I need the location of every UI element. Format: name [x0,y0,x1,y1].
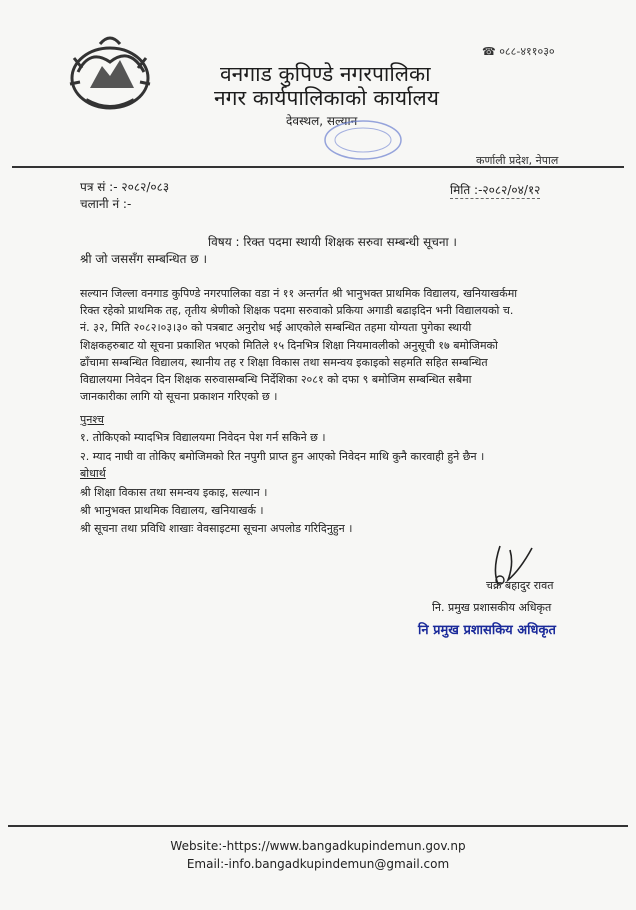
body-line: जानकारीका लागि यो सूचना प्रकाशन गरिएको छ । [80,390,278,404]
body-line: विद्यालयमा निवेदन दिन शिक्षक सरुवासम्बन्धि निर्देशिका २०८१ को दफा ९ बमोजिम सम्बन्धित सबैमा [80,373,472,387]
phone-number: ☎ ०८८-४११०३० [482,45,555,58]
designation-stamp: नि प्रमुख प्रशासकिय अधिकृत [418,623,556,638]
signatory-title: नि. प्रमुख प्रशासकीय अधिकृत [432,601,552,614]
nepal-emblem-logo [60,28,160,114]
body-line: शिक्षकहरुबाट यो सूचना प्रकाशित भएको मितिले १५ दिनभित्र शिक्षा नियमावलीको अनुसूची १७ बमोजिमको [80,338,498,352]
cc-item: श्री सूचना तथा प्रविधि शाखाः वेवसाइटमा सूचना अपलोड गरिदिनुहुन । [80,522,353,535]
province-label: कर्णाली प्रदेश, नेपाल [476,154,559,167]
notice-body [80,285,568,405]
cc-item: श्री शिक्षा विकास तथा समन्वय इकाइ, सल्यान । [80,486,268,499]
signatory-name: चक्र बहादुर रावत [486,579,554,592]
postscript-heading: पुनश्च [80,413,105,426]
postscript-item: २. म्याद नाघी वा तोकिए बमोजिमको रित नपुगी प्राप्त हुन आएको निवेदन माथि कुनै कारवाही हुने छैन । [80,450,485,463]
body-line: नं. ३२, मिति २०८२।०३।३० को पत्रबाट अनुरोध भई आएकोले सम्बन्धित तहमा योग्यता पुगेका स्थायी [80,321,472,335]
footer-email: Email:-info.bangadkupindemun@gmail.com [186,857,450,871]
postscript-item: १. तोकिएको म्यादभित्र विद्यालयमा निवेदन पेश गर्न सकिने छ । [80,431,326,444]
footer-website: Website:-https://www.bangadkupindemun.gov.np [170,839,466,853]
dispatch-number: चलानी नं :- [80,197,132,211]
footer-divider [8,825,628,827]
body-line: ढाँचामा सम्बन्धित विद्यालय, स्थानीय तह र शिक्षा विकास तथा समन्वय इकाइको सहमति सहित सम्बन्धित [80,355,488,369]
office-stamp [322,118,404,162]
cc-heading: बोधार्थ [80,467,106,480]
letter-number: पत्र सं :- २०८२/०८३ [80,180,170,194]
letter-date: मिति :-२०८२/०४/१२ [450,183,541,197]
cc-item: श्री भानुभक्त प्राथमिक विद्यालय, खनियाखर्क । [80,504,264,517]
body-line: रिक्त रहेको प्राथमिक तह, तृतीय श्रेणीको शिक्षक पदमा सरुवाको प्रकिया अगाडी बढाइदिन भनी विद्यालयको च. [80,304,514,318]
subject-line: विषय : रिक्त पदमा स्थायी शिक्षक सरुवा सम्बन्धी सूचना । [208,235,457,249]
addressee: श्री जो जससँग सम्बन्धित छ । [80,252,208,266]
office-name: नगर कार्यपालिकाको कार्यालय [214,86,439,110]
office-location: देवस्थल, सल्यान [286,114,358,128]
header-divider [12,166,624,168]
org-name: वनगाड कुपिण्डे नगरपालिका [220,62,431,86]
body-line: सल्यान जिल्ला वनगाड कुपिण्डे नगरपालिका वडा नं ११ अन्तर्गत श्री भानुभक्त प्राथमिक विद्यालय, खनियाखर्कमा [80,287,518,300]
